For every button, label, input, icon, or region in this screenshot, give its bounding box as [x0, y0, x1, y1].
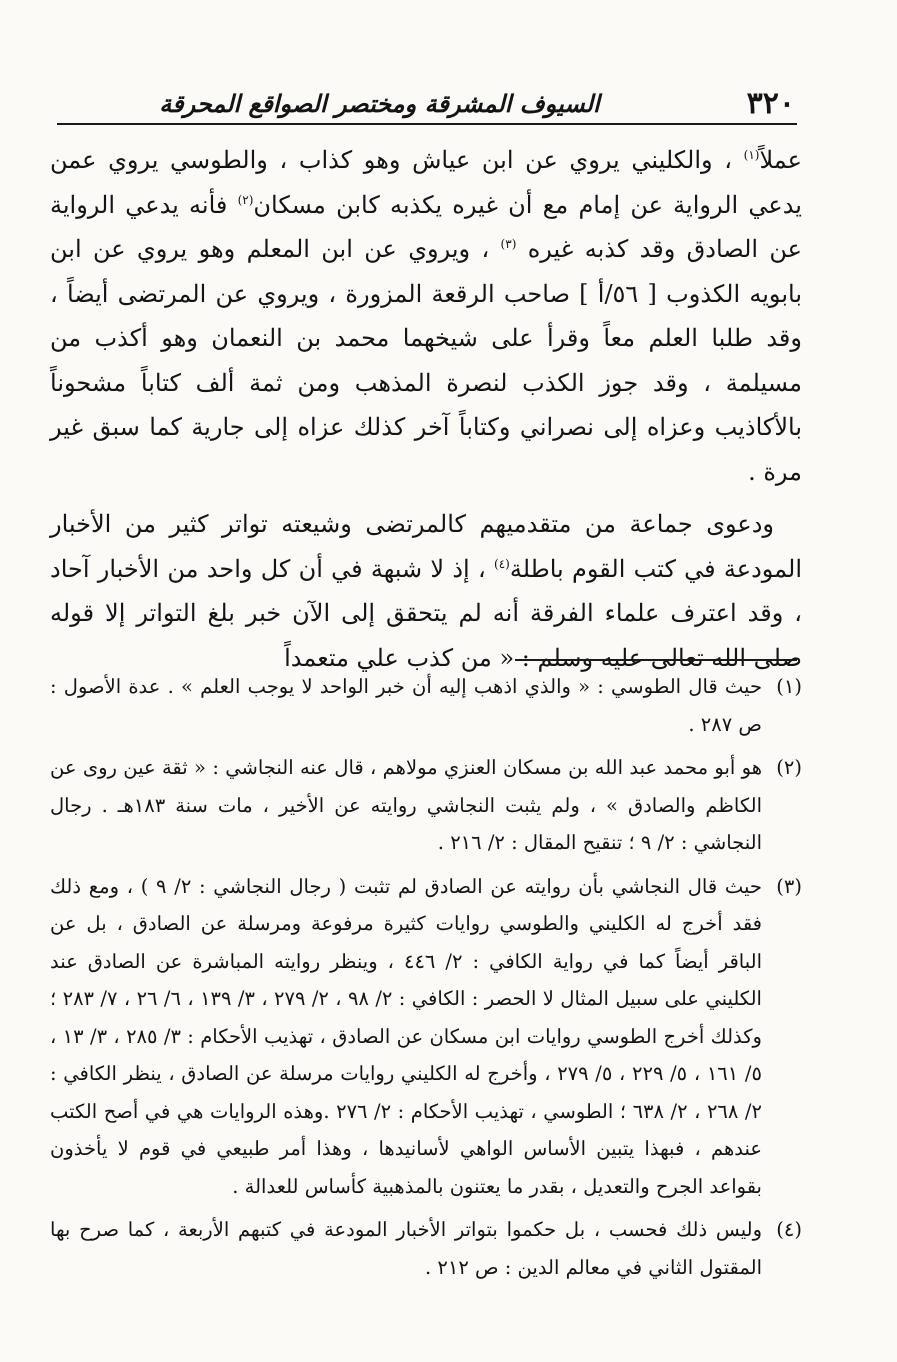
text-span: ، ويروي عن ابن المعلم وهو يروي عن ابن بابويه الكذوب [ ٥٦/أ ] صاحب الرقعة المزورة ، ويروي عن المرتضى أيضاً ، وقد طلبا العلم معاً وقرأ على شيخهما محمد بن النعمان وهو أكذب من مسيلمة ، وقد جوز الكذب لنصرة المذهب ومن ثمة ألف كتاباً مشحوناً بالأكاذيب وعزاه إلى نصراني وكتاباً آخر كذلك عزاه إلى جارية كما سبق غير مرة . — [50, 235, 802, 486]
footnote-separator — [515, 659, 797, 661]
footnote — [50, 668, 802, 743]
footnote-text: هو أبو محمد عبد الله بن مسكان العنزي مولاهم ، قال عنه النجاشي : « ثقة عين روى عن الكاظم والصادق » ، ولم يثبت النجاشي روايته عن الأخير ، مات سنة ١٨٣هـ . رجال النجاشي : ٢/ ٩ ؛ تنقيح المقال : ٢/ ٢١٦ . — [50, 756, 763, 854]
footnote-number: (٢) — [776, 756, 802, 779]
footnote-ref-1: (١) — [743, 148, 760, 162]
text-span: ودعوى جماعة من متقدميهم كالمرتضى وشيعته تواتر كثير من الأخبار المودعة في كتب القوم باطلة — [50, 510, 803, 583]
footnote — [50, 868, 802, 1206]
page-number: ٣٢٠ — [746, 86, 795, 121]
footnote — [50, 1211, 802, 1286]
footnotes — [50, 668, 802, 1292]
text-span: عملاً — [759, 146, 802, 174]
running-title: السيوف المشرقة ومختصر الصواقع المحرقة — [159, 89, 600, 118]
text-span: ، إذ لا شبهة في أن كل واحد من الأخبار آحاد ، وقد اعترف علماء الفرقة أنه لم يتحقق إلى الآن خبر بلغ التواتر إلا قوله صلى الله تعالى عليه وسلم : « من كذب علي متعمداً — [50, 554, 802, 672]
footnote-number: (١) — [776, 675, 802, 698]
text-span: ، والكليني يروي عن ابن عياش وهو كذاب ، والطوسي يروي عمن يدعي الرواية عن إمام مع أن غيره يكذبه كابن مسكان — [50, 146, 802, 219]
footnote-number: (٣) — [776, 874, 802, 898]
footnote-text: حيث قال الطوسي : « والذي اذهب إليه أن خبر الواحد لا يوجب العلم » . عدة الأصول : ص ٢٨٧ . — [50, 675, 762, 736]
main-text — [50, 138, 802, 680]
footnote — [50, 749, 802, 862]
footnote-ref-2: (٢) — [237, 192, 254, 207]
header-rule — [57, 123, 797, 125]
footnote-text: حيث قال النجاشي بأن روايته عن الصادق لم تثبت ( رجال النجاشي : ٢/ ٩ ) ، ومع ذلك فقد أخرج له الكليني والطوسي روايات كثيرة مرفوعة ومرسلة عن الصادق ، بل عن الباقر أيضاً كما في رواية الكافي : ٢/ ٤٤٦ ، وينظر روايته المباشرة عن الصادق عند الكليني على سبيل المثال لا الحصر : الكافي : ٢/ ٩٨ ، ٢/ ٢٧٩ ، ٣/ ١٣٩ ، ٦/ ٢٦ ، ٧/ ٢٨٣ ؛ وكذلك أخرج الطوسي روايات ابن مسكان عن الصادق ، تهذيب الأحكام : ٣/ ٢٨٥ ، ٣/ ١٣ ، ٥/ ١٦١ ، ٥/ ٢٢٩ ، ٥/ ٢٧٩ ، وأخرج له الكليني روايات مرسلة عن الصادق ، ينظر الكافي : ٢/ ٢٦٨ ، ٢/ ٦٣٨ ؛ الطوسي ، تهذيب الأحكام : ٢/ ٢٧٦ .وهذه الروايات هي في أصح الكتب عندهم ، فبهذا يتبين الأساس الواهي لأسانيدها ، وهذا أمر طبيعي في قوم لا يأخذون بقواعد الجرح والتعديل ، بقدر ما يعتنون بالمذهبية كأساس للعدالة . — [50, 874, 762, 1198]
page-header — [57, 86, 797, 122]
paragraph-2 — [50, 502, 802, 680]
text-span: فأنه يدعي الرواية عن الصادق وقد كذبه غيره — [50, 190, 802, 263]
footnote-ref-4: (٤) — [494, 556, 510, 571]
footnote-ref-3: (٣) — [500, 237, 517, 251]
footnote-text: وليس ذلك فحسب ، بل حكموا بتواتر الأخبار المودعة في كتبهم الأربعة ، كما صرح بها المقتول الثاني في معالم الدين : ص ٢١٢ . — [50, 1218, 762, 1279]
paragraph-1 — [50, 138, 802, 494]
footnote-number: (٤) — [776, 1218, 802, 1241]
